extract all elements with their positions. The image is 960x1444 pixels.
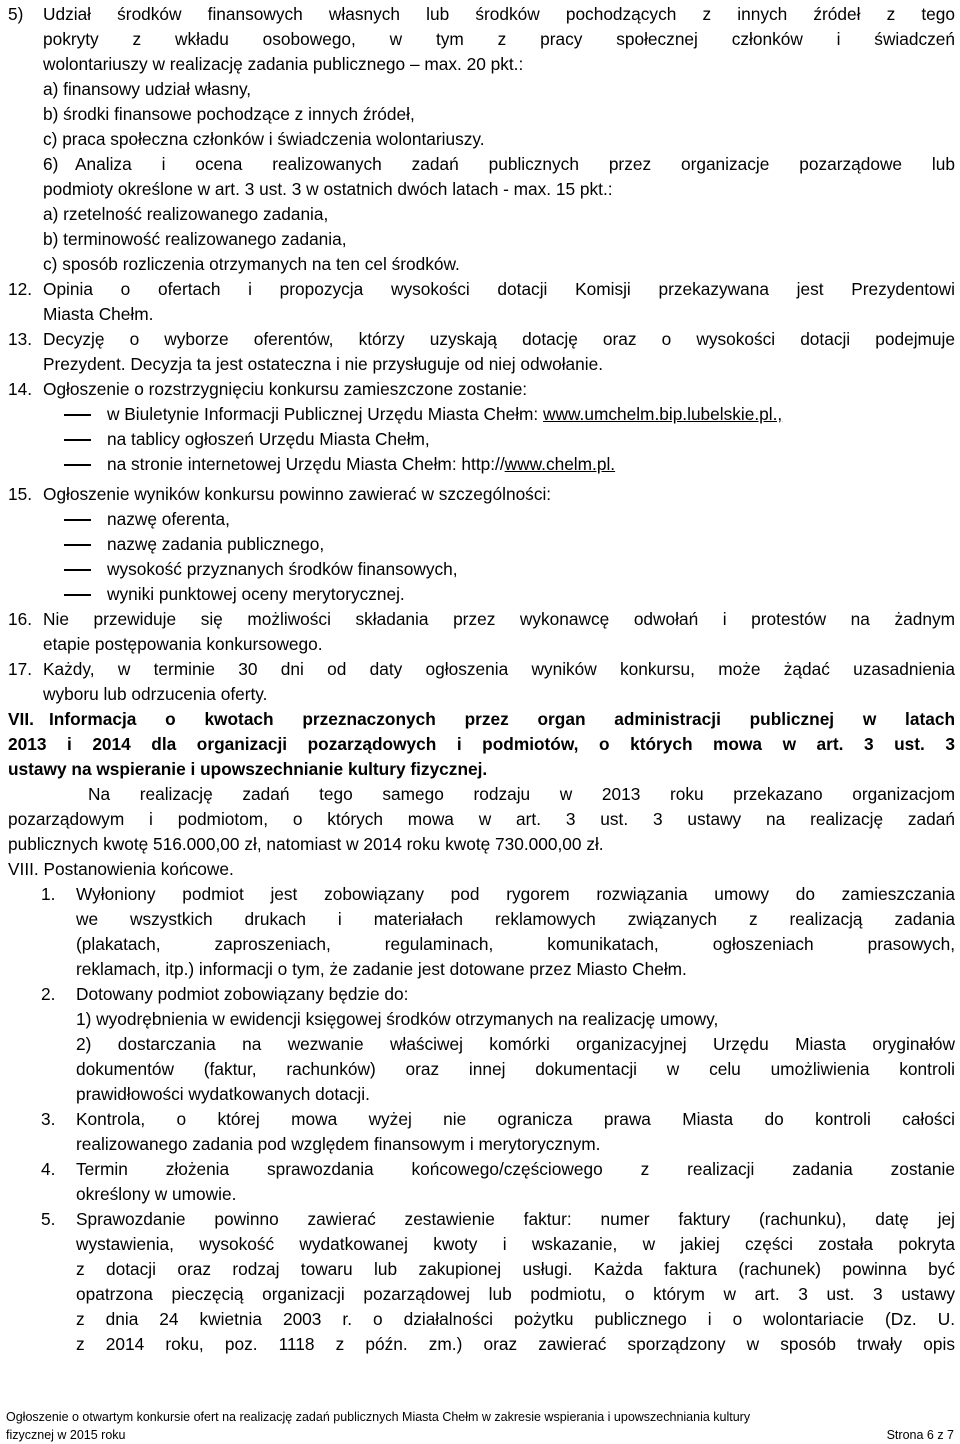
paragraph-line: Decyzję o wyborze oferentów, którzy uzyskają dotację oraz o wysokości dotacji podejmuje xyxy=(43,329,955,349)
list-item: wysokość przyznanych środków finansowych, xyxy=(107,559,458,579)
dash-bullet xyxy=(64,464,91,466)
paragraph-line: Ogłoszenie o rozstrzygnięciu konkursu zamieszczone zostanie: xyxy=(43,379,528,399)
item-number: 2. xyxy=(41,984,56,1004)
item-number: 12. xyxy=(8,279,33,299)
list-item: na tablicy ogłoszeń Urzędu Miasta Chełm, xyxy=(107,429,430,449)
list-item: b) środki finansowe pochodzące z innych źródeł, xyxy=(43,104,415,124)
page-number: Strona 6 z 7 xyxy=(886,1428,954,1442)
item-number: 5. xyxy=(41,1209,56,1229)
footer-text: Ogłoszenie o otwartym konkursie ofert na realizację zadań publicznych Miasta Chełm w zakresie wspierania i upowszechniania kultury xyxy=(6,1410,751,1424)
paragraph-line: publicznych kwotę 516.000,00 zł, natomiast w 2014 roku kwotę 730.000,00 zł. xyxy=(8,834,604,854)
item-number: 13. xyxy=(8,329,33,349)
section-heading: Informacja o kwotach przeznaczonych przez organ administracji publicznej w latach xyxy=(49,709,955,729)
paragraph-line: Dotowany podmiot zobowiązany będzie do: xyxy=(76,984,409,1004)
item-number: 6) xyxy=(43,154,59,174)
item-number: 1. xyxy=(41,884,56,904)
paragraph-line: pokryty z wkładu osobowego, w tym z pracy społecznej członków i świadczeń xyxy=(43,29,955,49)
paragraph-line: Termin złożenia sprawozdania końcowego/częściowego z realizacji zadania zostanie xyxy=(76,1159,955,1179)
paragraph-line: z dotacji oraz rodzaj towaru lub zakupionej usługi. Każda faktura (rachunek) powinna być xyxy=(76,1259,955,1279)
paragraph-line: Miasta Chełm. xyxy=(43,304,154,324)
dash-bullet xyxy=(64,594,91,596)
bip-link[interactable]: www.umchelm.bip.lubelskie.pl., xyxy=(543,404,783,424)
footer-text: fizycznej w 2015 roku xyxy=(6,1428,126,1442)
list-item: c) praca społeczna członków i świadczenia wolontariuszy. xyxy=(43,129,485,149)
item-number: 14. xyxy=(8,379,33,399)
paragraph-line: Kontrola, o której mowa wyżej nie ogranicza prawa Miasta do kontroli całości xyxy=(76,1109,955,1129)
list-item xyxy=(107,404,782,424)
paragraph-line: Prezydent. Decyzja ta jest ostateczna i nie przysługuje od niej odwołanie. xyxy=(43,354,604,374)
list-item: a) finansowy udział własny, xyxy=(43,79,252,99)
paragraph-line: Udział środków finansowych własnych lub środków pochodzących z innych źródeł z tego xyxy=(43,4,955,24)
paragraph-line: realizowanego zadania pod względem finansowym i merytorycznym. xyxy=(76,1134,601,1154)
item-number: 5) xyxy=(8,4,24,24)
list-item: wyniki punktowej oceny merytorycznej. xyxy=(107,584,405,604)
item-number: 15. xyxy=(8,484,33,504)
list-item: c) sposób rozliczenia otrzymanych na ten cel środków. xyxy=(43,254,460,274)
paragraph-line: z 2014 roku, poz. 1118 z późn. zm.) oraz zawierać sporządzony w sposób trwały opis xyxy=(76,1334,955,1354)
section-heading: ustawy na wspieranie i upowszechnianie kultury fizycznej. xyxy=(8,759,488,779)
paragraph-line: określony w umowie. xyxy=(76,1184,237,1204)
paragraph-line: reklamach, itp.) informacji o tym, że zadanie jest dotowane przez Miasto Chełm. xyxy=(76,959,687,979)
paragraph-line: prawidłowości wydatkowanych dotacji. xyxy=(76,1084,370,1104)
paragraph-line: Nie przewiduje się możliwości składania przez wykonawcę odwołań i protestów na żadnym xyxy=(43,609,955,629)
list-item: nazwę oferenta, xyxy=(107,509,230,529)
list-item: nazwę zadania publicznego, xyxy=(107,534,325,554)
section-number: VII. xyxy=(8,709,34,729)
paragraph-line: 2) dostarczania na wezwanie właściwej komórki organizacyjnej Urzędu Miasta oryginałów xyxy=(76,1034,955,1054)
paragraph-line: 1) wyodrębnienia w ewidencji księgowej środków otrzymanych na realizację umowy, xyxy=(76,1009,719,1029)
paragraph-line: Ogłoszenie wyników konkursu powinno zawierać w szczególności: xyxy=(43,484,552,504)
website-link[interactable]: www.chelm.pl. xyxy=(504,454,616,474)
paragraph-line: Sprawozdanie powinno zawierać zestawienie faktur: numer faktury (rachunku), datę jej xyxy=(76,1209,955,1229)
item-number: 17. xyxy=(8,659,33,679)
bullet-text: w Biuletynie Informacji Publicznej Urzędu Miasta Chełm: xyxy=(107,404,544,424)
list-item: b) terminowość realizowanego zadania, xyxy=(43,229,347,249)
dash-bullet xyxy=(64,569,91,571)
section-heading: 2013 i 2014 dla organizacji pozarządowych i podmiotów, o których mowa w art. 3 ust. 3 xyxy=(8,734,955,754)
item-number: 4. xyxy=(41,1159,56,1179)
paragraph-line: podmioty określone w art. 3 ust. 3 w ostatnich dwóch latach - max. 15 pkt.: xyxy=(43,179,613,199)
paragraph-line: opatrzona pieczęcią organizacji pozarządowej lub podmiotu, o którym w art. 3 ust. 3 ustawy xyxy=(76,1284,955,1304)
paragraph-line: we wszystkich drukach i materiałach reklamowych związanych z realizacją zadania xyxy=(76,909,955,929)
dash-bullet xyxy=(64,544,91,546)
paragraph-line: Analiza i ocena realizowanych zadań publicznych przez organizacje pozarządowe lub xyxy=(75,154,955,174)
dash-bullet xyxy=(64,519,91,521)
item-number: 3. xyxy=(41,1109,56,1129)
section-heading: VIII. Postanowienia końcowe. xyxy=(8,859,234,879)
item-number: 16. xyxy=(8,609,33,629)
list-item xyxy=(107,454,615,474)
paragraph-line: Opinia o ofertach i propozycja wysokości dotacji Komisji przekazywana jest Prezydentowi xyxy=(43,279,955,299)
dash-bullet xyxy=(64,439,91,441)
dash-bullet xyxy=(64,414,91,416)
paragraph-line: Wyłoniony podmiot jest zobowiązany pod rygorem rozwiązania umowy do zamieszczania xyxy=(76,884,955,904)
paragraph-line: etapie postępowania konkursowego. xyxy=(43,634,323,654)
paragraph-line: z dnia 24 kwietnia 2003 r. o działalności pożytku publicznego i o wolontariacie (Dz. U. xyxy=(76,1309,955,1329)
paragraph-line: pozarządowym i podmiotom, o których mowa w art. 3 ust. 3 ustawy na realizację zadań xyxy=(8,809,955,829)
paragraph-line: wolontariuszy w realizację zadania publicznego – max. 20 pkt.: xyxy=(43,54,524,74)
paragraph-line: Każdy, w terminie 30 dni od daty ogłoszenia wyników konkursu, może żądać uzasadnienia xyxy=(43,659,955,679)
paragraph-line: wyboru lub odrzucenia oferty. xyxy=(43,684,268,704)
list-item: a) rzetelność realizowanego zadania, xyxy=(43,204,329,224)
paragraph-line: dokumentów (faktur, rachunków) oraz innej dokumentacji w celu umożliwienia kontroli xyxy=(76,1059,955,1079)
paragraph-line: Na realizację zadań tego samego rodzaju w 2013 roku przekazano organizacjom xyxy=(88,784,955,804)
paragraph-line: wystawienia, wysokość wydatkowanej kwoty i wskazanie, w jakiej części została pokryta xyxy=(76,1234,955,1254)
bullet-text: na stronie internetowej Urzędu Miasta Chełm: http:// xyxy=(107,454,505,474)
paragraph-line: (plakatach, zaproszeniach, regulaminach, komunikatach, ogłoszeniach prasowych, xyxy=(76,934,955,954)
